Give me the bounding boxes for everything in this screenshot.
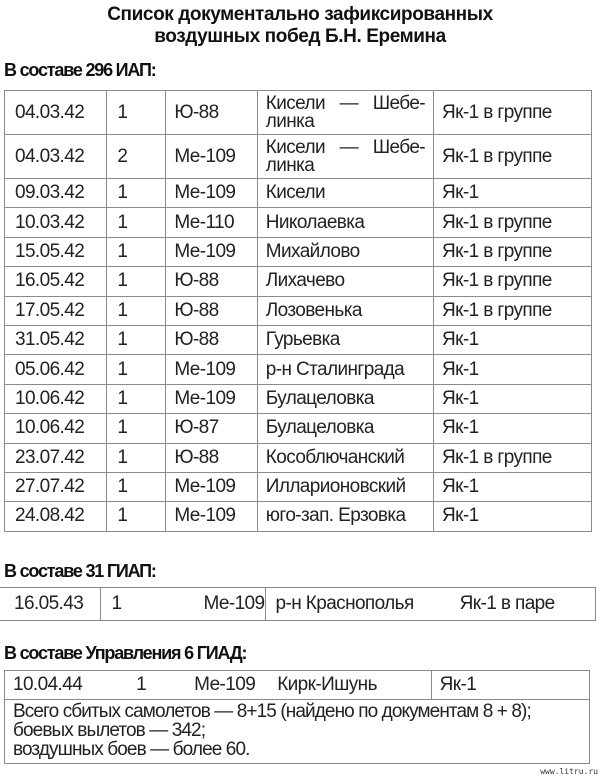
table-row	[5, 91, 592, 135]
cell-date: 17.05.42	[5, 296, 107, 325]
cell-aircraft: Ю-88	[166, 267, 257, 296]
victories-table-6-giad	[4, 670, 590, 764]
cell-count: 1	[136, 674, 147, 695]
table-row	[5, 472, 592, 501]
cell-date: 27.07.42	[5, 472, 107, 501]
cell-date: 04.03.42	[5, 135, 107, 179]
cell-aircraft: Ю-88	[166, 91, 257, 135]
cell-date: 10.03.42	[5, 208, 107, 237]
place-part: Шебе-	[372, 92, 426, 114]
table-row	[5, 502, 592, 531]
cell-date: 16.05.43	[0, 588, 101, 621]
cell-aircraft: Ме-109	[166, 502, 257, 531]
cell-type: Як-1	[434, 502, 592, 531]
cell-count: 1	[107, 472, 166, 501]
place-part: Кисели	[265, 92, 325, 114]
place-line-1	[265, 92, 433, 114]
cell-place: Булацеловка	[257, 414, 433, 443]
cell-count: 1	[107, 267, 166, 296]
cell-place: Михайлово	[257, 237, 433, 266]
cell-aircraft: Ме-109	[166, 384, 257, 413]
cell-place: Гурьевка	[257, 325, 433, 354]
cell-date: 16.05.42	[5, 267, 107, 296]
cell-count: 1	[107, 443, 166, 472]
cell-place: Лихачево	[257, 267, 433, 296]
cell-count: 1	[107, 237, 166, 266]
cell-count: 1	[107, 325, 166, 354]
cell-count: 1	[107, 179, 166, 208]
cell-date: 09.03.42	[5, 179, 107, 208]
cell-aircraft: Ме-109	[166, 135, 257, 179]
summary-air-battles: воздушных боев — более 60.	[13, 739, 250, 760]
summary-row	[5, 700, 590, 764]
cell-date: 10.06.42	[5, 414, 107, 443]
table-row	[5, 414, 592, 443]
cell-place-type	[265, 588, 596, 621]
cell-count-aircraft	[101, 588, 265, 621]
place-line-2: линка	[265, 154, 315, 176]
cell-place	[257, 91, 433, 135]
document-title	[0, 4, 600, 48]
place-part: —	[339, 92, 359, 114]
place-part: Кисели	[265, 136, 325, 158]
cell-type: Як-1 в группе	[434, 267, 592, 296]
cell-date: 23.07.42	[5, 443, 107, 472]
section-heading-6-giad: В составе Управления 6 ГИАД:	[4, 643, 247, 663]
cell-type: Як-1	[434, 179, 592, 208]
cell-place: Булацеловка	[257, 384, 433, 413]
table-row	[5, 179, 592, 208]
table-row	[5, 671, 590, 700]
cell-date: 15.05.42	[5, 237, 107, 266]
table-row	[5, 325, 592, 354]
table-row	[5, 135, 592, 179]
cell-type: Як-1 в группе	[434, 237, 592, 266]
cell-date: 10.06.42	[5, 384, 107, 413]
cell-date: 24.08.42	[5, 502, 107, 531]
table-row	[5, 384, 592, 413]
cell-place: Илларионовский	[257, 472, 433, 501]
cell-count: 1	[107, 384, 166, 413]
cell-count: 2	[107, 135, 166, 179]
summary-total-shot-down: Всего сбитых самолетов — 8+15 (найдено по документам 8 + 8);	[13, 701, 531, 722]
cell-count: 1	[107, 355, 166, 384]
title-line-1: Список документально зафиксированных	[107, 4, 493, 25]
cell-count: 1	[107, 208, 166, 237]
cell-type: Як-1 в группе	[434, 135, 592, 179]
table-row	[5, 208, 592, 237]
cell-aircraft: Ю-88	[166, 443, 257, 472]
section-heading-31-giap: В составе 31 ГИАП:	[4, 561, 156, 581]
table-row	[0, 588, 596, 621]
cell-place: юго-зап. Ерзовка	[257, 502, 433, 531]
cell-type: Як-1 в группе	[434, 91, 592, 135]
cell-aircraft: Ю-87	[166, 414, 257, 443]
cell-date: 05.06.42	[5, 355, 107, 384]
cell-place: Лозовенька	[257, 296, 433, 325]
victories-table-31-giap	[0, 587, 596, 621]
place-part: Шебе-	[372, 136, 426, 158]
summary-combat-sorties: боевых вылетов — 342;	[13, 720, 206, 741]
title-line-2: воздушных побед Б.Н. Еремина	[154, 26, 446, 47]
table-row	[5, 296, 592, 325]
summary-cell	[5, 700, 590, 764]
cell-type: Як-1	[431, 671, 589, 700]
cell-date-count-aircraft-place	[5, 671, 432, 700]
cell-date: 04.03.42	[5, 91, 107, 135]
cell-aircraft: Ме-109	[203, 593, 265, 614]
cell-aircraft: Ю-88	[166, 296, 257, 325]
cell-type: Як-1	[434, 414, 592, 443]
victories-table-296-iap	[4, 90, 592, 532]
section-heading-296-iap: В составе 296 ИАП:	[4, 60, 156, 80]
cell-type: Як-1	[434, 472, 592, 501]
place-line-2: линка	[265, 110, 315, 132]
cell-place: Николаевка	[257, 208, 433, 237]
cell-place: р-н Сталинграда	[257, 355, 433, 384]
cell-count: 1	[107, 502, 166, 531]
cell-aircraft: Ме-109	[194, 674, 256, 695]
cell-type: Як-1	[434, 325, 592, 354]
cell-aircraft: Ме-109	[166, 355, 257, 384]
cell-place: Кирк-Ишунь	[277, 674, 377, 695]
table-row	[5, 237, 592, 266]
cell-aircraft: Ме-109	[166, 237, 257, 266]
cell-place: Кисели	[257, 179, 433, 208]
cell-aircraft: Ю-88	[166, 325, 257, 354]
cell-place: Кособлючанский	[257, 443, 433, 472]
cell-place	[257, 135, 433, 179]
cell-type: Як-1	[434, 355, 592, 384]
cell-aircraft: Ме-110	[166, 208, 257, 237]
cell-count: 1	[107, 91, 166, 135]
cell-date: 31.05.42	[5, 325, 107, 354]
cell-type: Як-1	[434, 384, 592, 413]
table-row	[5, 443, 592, 472]
cell-type: Як-1 в группе	[434, 208, 592, 237]
cell-count: 1	[107, 414, 166, 443]
cell-place: р-н Краснополья	[275, 593, 414, 614]
cell-type: Як-1 в паре	[459, 593, 555, 614]
cell-type: Як-1 в группе	[434, 296, 592, 325]
cell-count: 1	[111, 593, 122, 614]
cell-date: 10.04.44	[13, 674, 83, 695]
cell-type: Як-1 в группе	[434, 443, 592, 472]
place-part: —	[339, 136, 359, 158]
table-row	[5, 267, 592, 296]
place-line-1	[265, 136, 433, 158]
cell-aircraft: Ме-109	[166, 472, 257, 501]
watermark: www.litru.ru	[540, 767, 598, 776]
table-row	[5, 355, 592, 384]
cell-aircraft: Ме-109	[166, 179, 257, 208]
cell-count: 1	[107, 296, 166, 325]
